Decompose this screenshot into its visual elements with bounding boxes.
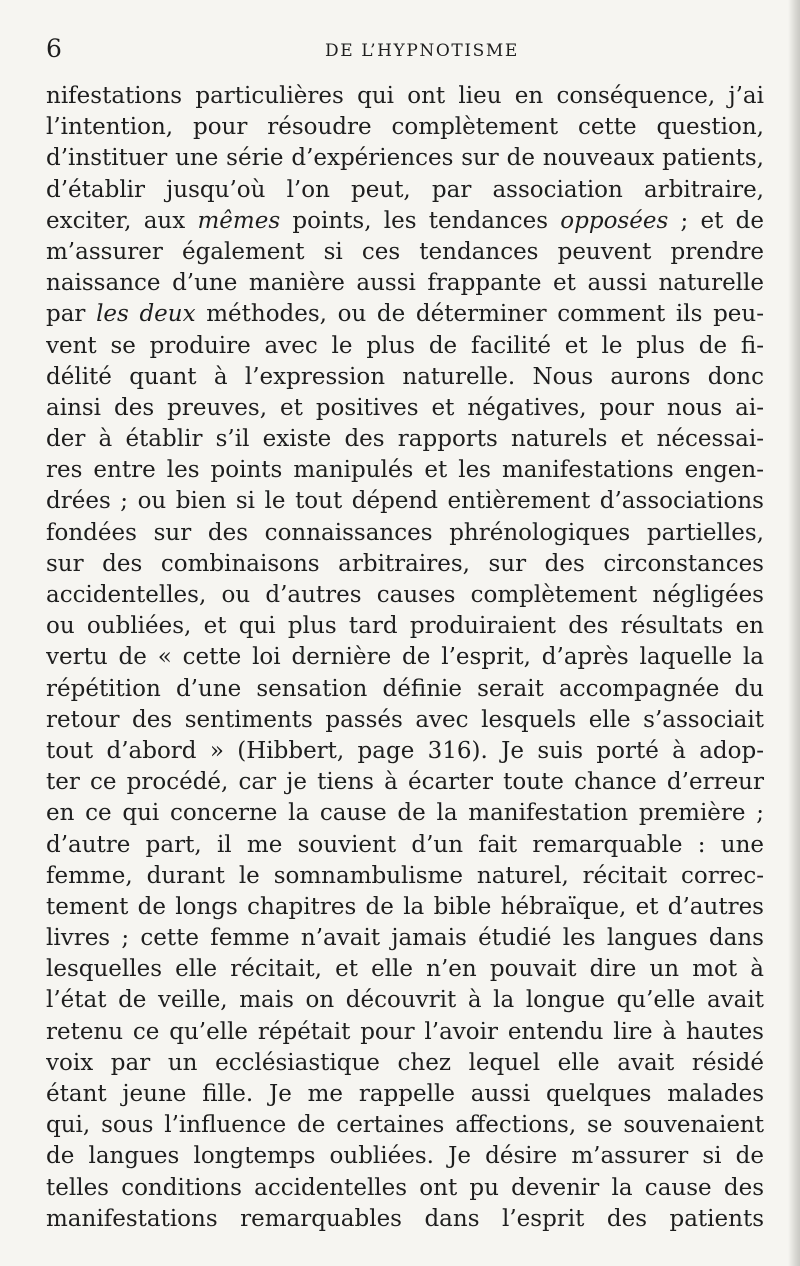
text-segment: de langues longtemps oubliées. Je désire m’assurer si de — [46, 1143, 764, 1170]
text-line — [46, 268, 764, 299]
text-line — [46, 1110, 764, 1141]
text-segment: délité quant à l’expression naturelle. Nous aurons donc — [46, 363, 764, 390]
text-line — [46, 299, 764, 330]
text-segment: d’établir jusqu’où l’on peut, par association arbitraire, — [46, 176, 764, 203]
text-line — [46, 736, 764, 767]
text-segment: manifestations remarquables dans l’esprit des patients — [46, 1205, 764, 1232]
text-segment: l’état de veille, mais on découvrit à la longue qu’elle avait — [46, 987, 764, 1014]
text-segment: drées ; ou bien si le tout dépend entièrement d’associations — [46, 488, 764, 515]
italic-text: mêmes — [197, 207, 281, 234]
text-line — [46, 892, 764, 923]
text-line — [46, 362, 764, 393]
text-line — [46, 1173, 764, 1204]
text-segment: vent se produire avec le plus de facilité et le plus de fi- — [46, 332, 764, 359]
text-line — [46, 81, 764, 112]
text-line — [46, 393, 764, 424]
text-line — [46, 455, 764, 486]
text-segment: vertu de « cette loi dernière de l’esprit, d’après laquelle la — [46, 644, 764, 671]
text-segment: accidentelles, ou d’autres causes complètement négligées — [46, 582, 764, 608]
text-line — [46, 674, 764, 705]
text-segment: méthodes, ou de déterminer comment ils peu- — [195, 301, 764, 328]
text-segment: voix par un ecclésiastique chez lequel elle avait résidé — [46, 1049, 764, 1076]
text-line — [46, 237, 764, 268]
text-line — [46, 518, 764, 549]
text-line — [46, 143, 764, 174]
text-segment: retenu ce qu’elle répétait pour l’avoir entendu lire à hautes — [46, 1018, 764, 1045]
text-segment: ainsi des preuves, et positives et négatives, pour nous ai- — [46, 394, 764, 421]
text-line — [46, 580, 764, 611]
text-segment: femme, durant le somnambulisme naturel, récitait correc- — [46, 862, 764, 889]
text-segment: tout d’abord » (Hibbert, page 316). Je suis porté à adop- — [46, 737, 764, 764]
text-segment: fondées sur des connaissances phrénologiques partielles, — [46, 519, 764, 546]
text-line — [46, 1141, 764, 1172]
italic-text: les deux — [96, 301, 196, 328]
text-line — [46, 954, 764, 985]
italic-text: opposées — [560, 207, 669, 234]
text-segment: exciter, aux — [46, 207, 198, 234]
text-segment: telles conditions accidentelles ont pu devenir la cause des — [46, 1174, 764, 1201]
text-segment: der à établir s’il existe des rapports naturels et nécessai- — [46, 426, 764, 453]
text-segment: étant jeune fille. Je me rappelle aussi quelques malades — [46, 1081, 764, 1107]
text-line — [46, 1048, 764, 1079]
text-segment: res entre les points manipulés et les manifestations engen- — [46, 457, 764, 484]
text-line — [46, 549, 764, 580]
text-line — [46, 611, 764, 642]
text-line — [46, 175, 764, 206]
text-line — [46, 767, 764, 798]
text-line — [46, 1079, 764, 1110]
text-segment: lesquelles elle récitait, et elle n’en pouvait dire un mot à — [46, 956, 764, 983]
text-segment: d’instituer une série d’expériences sur de nouveaux patients, — [46, 145, 764, 172]
text-segment: sur des combinaisons arbitraires, sur des circonstances — [46, 550, 764, 577]
text-line — [46, 985, 764, 1016]
body-text — [46, 81, 764, 1235]
text-line — [46, 112, 764, 143]
text-line — [46, 1017, 764, 1048]
text-line — [46, 486, 764, 517]
text-segment: d’autre part, il me souvient d’un fait remarquable : une — [46, 831, 764, 858]
text-segment: livres ; cette femme n’avait jamais étudié les langues dans — [46, 925, 764, 952]
text-segment: nifestations particulières qui ont lieu en conséquence, j’ai — [46, 83, 764, 109]
text-segment: répétition d’une sensation définie serait accompagnée du — [46, 675, 764, 702]
text-segment: ; et de — [668, 207, 764, 234]
text-line — [46, 206, 764, 237]
text-line — [46, 830, 764, 861]
text-segment: en ce qui concerne la cause de la manifestation première ; — [46, 800, 764, 827]
text-line — [46, 705, 764, 736]
text-line — [46, 798, 764, 829]
text-line — [46, 331, 764, 362]
running-title: DE L’HYPNOTISME — [325, 41, 519, 61]
text-segment: qui, sous l’influence de certaines affections, se souvenaient — [46, 1112, 764, 1139]
text-segment: retour des sentiments passés avec lesquels elle s’associait — [46, 706, 764, 733]
text-segment: ou oubliées, et qui plus tard produiraient des résultats en — [46, 613, 764, 640]
page-edge-shadow — [788, 0, 800, 1266]
text-segment: naissance d’une manière aussi frappante et aussi naturelle — [46, 270, 764, 297]
text-segment: par — [46, 301, 97, 328]
text-segment: points, les tendances — [280, 207, 561, 234]
page-header — [46, 34, 758, 64]
text-line — [46, 424, 764, 455]
text-segment: l’intention, pour résoudre complètement cette question, — [46, 114, 764, 141]
text-line — [46, 1204, 764, 1235]
text-segment: tement de longs chapitres de la bible hébraïque, et d’autres — [46, 893, 764, 920]
text-line — [46, 642, 764, 673]
text-segment: ter ce procédé, car je tiens à écarter toute chance d’erreur — [46, 769, 764, 796]
text-line — [46, 923, 764, 954]
page-number: 6 — [46, 34, 62, 63]
text-segment: m’assurer également si ces tendances peuvent prendre — [46, 238, 764, 265]
text-line — [46, 861, 764, 892]
